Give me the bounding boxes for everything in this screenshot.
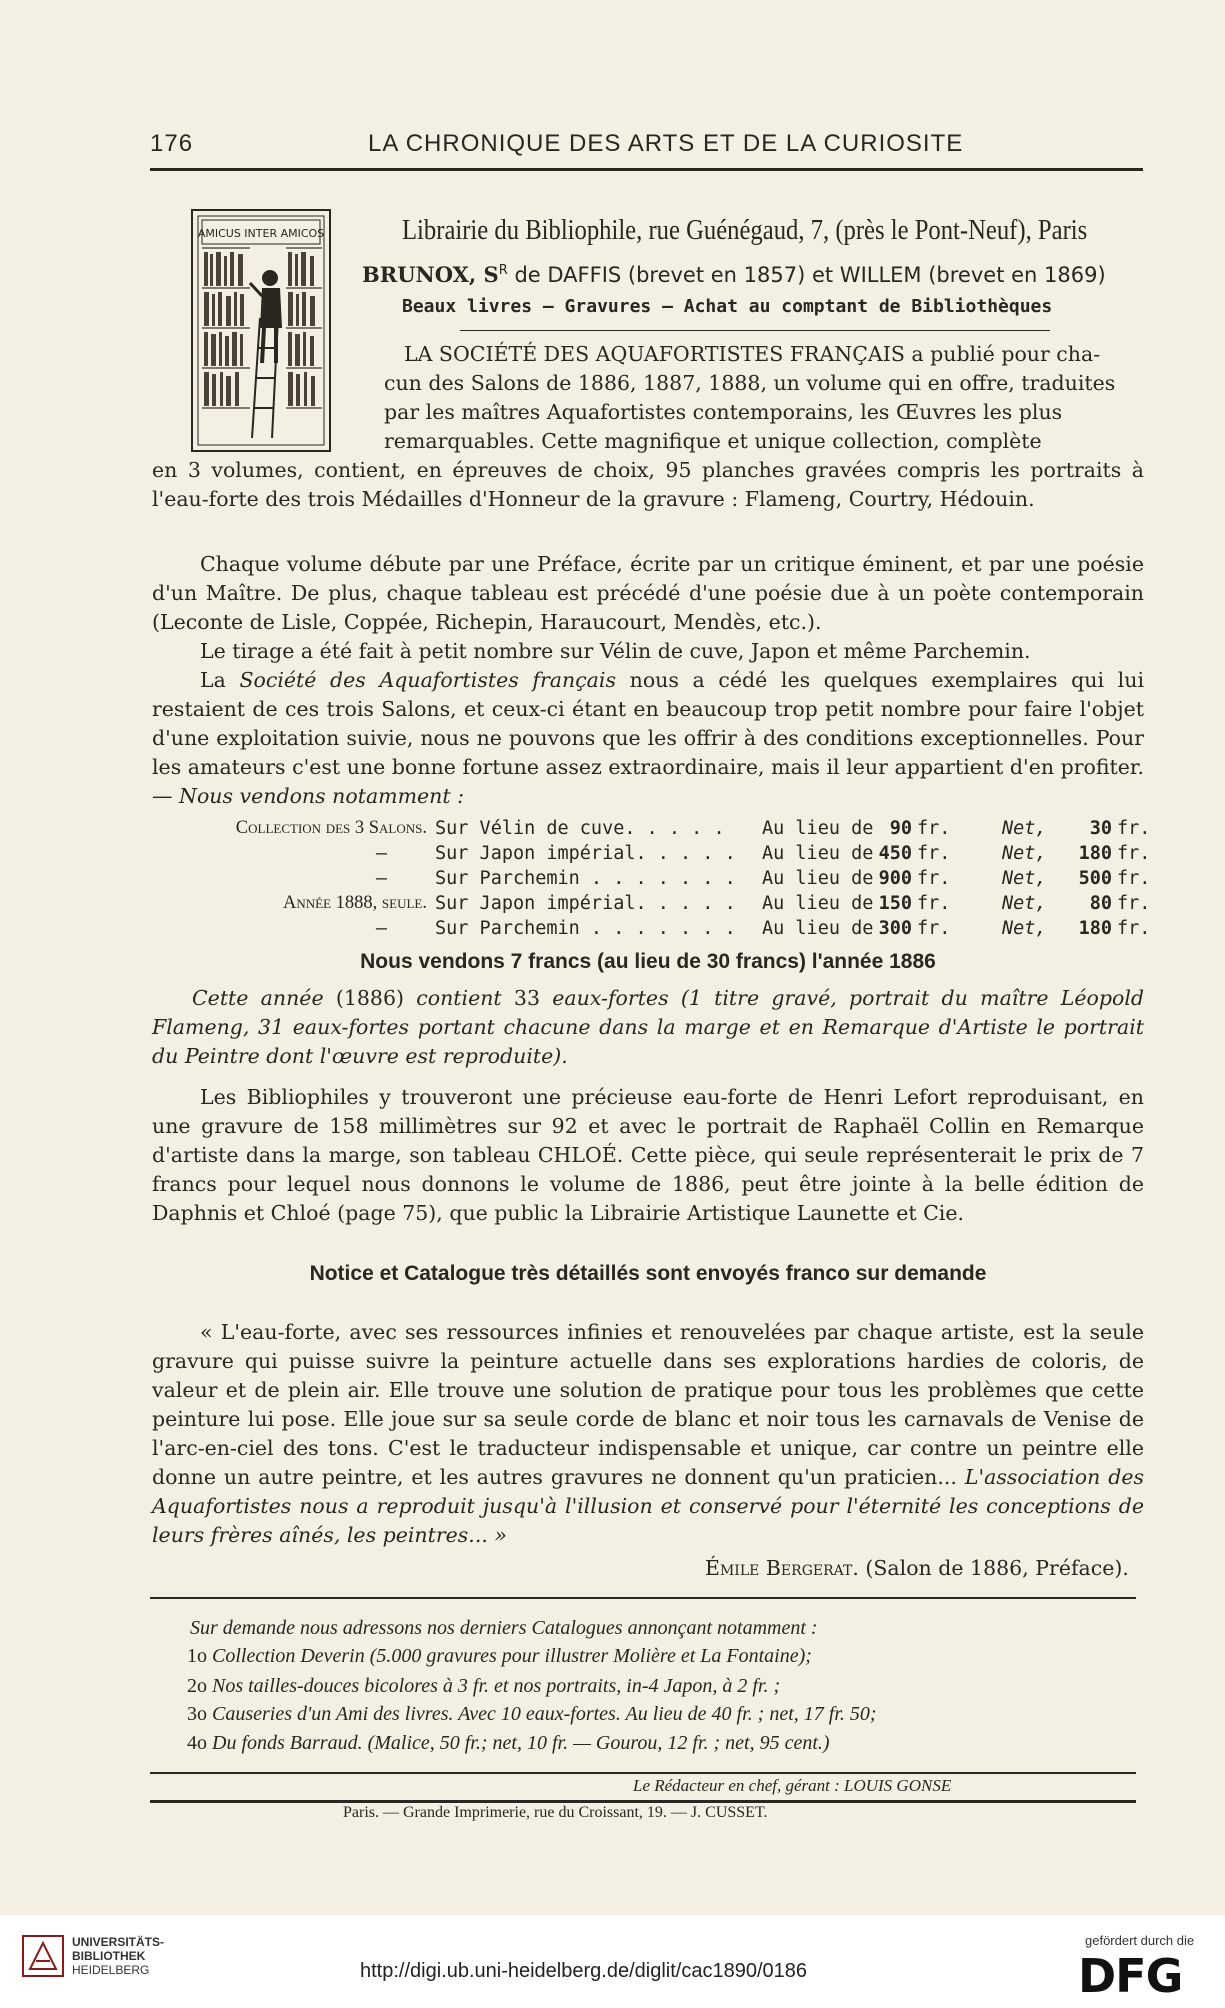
row-au-lieu: Au lieu de: [762, 868, 874, 889]
paragraph-4: [152, 666, 1144, 811]
offer-text: [152, 984, 1144, 1071]
row-item: Sur Parchemin . . . . . . .: [435, 868, 736, 889]
colophon-rule-top: [150, 1772, 1136, 1774]
page-title: LA CHRONIQUE DES ARTS ET DE LA CURIOSITE: [368, 130, 964, 157]
colophon-rule-bottom: [150, 1800, 1136, 1803]
p4-italic: Société des Aquafortistes français: [239, 668, 616, 692]
library-name: [72, 1935, 164, 1977]
paragraph-2: Chaque volume débute par une Préface, écrite par un critique éminent, et par une poésie d'un Maître. De plus, chaque tableau est précédé d'une poésie due à un poète contemporain (Leconte de Lisle, Coppée, Richepin, Haraucourt, Mendès, etc.).: [152, 552, 1144, 634]
offer-d: 33: [501, 986, 553, 1010]
quote-attribution: [705, 1556, 1129, 1580]
library-line-2: BIBLIOTHEK: [72, 1949, 146, 1963]
p4-a: La: [200, 668, 240, 692]
brunox-name: BRUNOX, S: [362, 262, 499, 287]
price-row: [152, 868, 1151, 894]
price-row: [152, 843, 1151, 869]
row-net: Net,: [1002, 843, 1047, 864]
quote-source: (Salon de 1886, Préface).: [865, 1556, 1129, 1580]
paragraph-1-rest: en 3 volumes, contient, en épreuves de choix, 95 planches gravées compris les portraits à l'eau-forte des trois Médailles d'Honneur de la gravure : Flameng, Courtry, Hédouin.: [152, 458, 1144, 511]
paragraph-1-wrap: [384, 340, 1144, 456]
dfg-logo: DFG: [1078, 1949, 1183, 2003]
catalogue-num: 4o: [187, 1732, 207, 1754]
row-net: Net,: [1002, 818, 1047, 839]
offer-c: contient: [416, 986, 502, 1010]
catalogue-text: Nos tailles-douces bicolores à 3 fr. et nos portraits, in-4 Japon, à 2 fr. ;: [212, 1675, 781, 1697]
quote-italic: L'association des Aquafortistes nous a reproduit jusqu'à l'illusion et conservé pour l'éternité les conceptions de leurs frères aînés, les peintres... »: [152, 1465, 1144, 1547]
offer-heading: Nous vendons 7 francs (au lieu de 30 francs) l'année 1886: [360, 950, 936, 973]
catalogue-num: 1o: [187, 1645, 207, 1667]
row-net-unit: fr.: [1117, 843, 1151, 864]
row-price: 90: [889, 818, 912, 839]
ad-rule: [460, 330, 1050, 331]
row-net-price: 180: [1078, 843, 1112, 864]
row-net-price: 80: [1089, 893, 1112, 914]
p1-line-1: LA SOCIÉTÉ DES AQUAFORTISTES FRANÇAIS a publié pour cha-: [404, 342, 1101, 366]
page-number: 176: [150, 130, 194, 157]
row-item: Sur Japon impérial. . . . .: [435, 893, 736, 914]
source-url[interactable]: http://digi.ub.uni-heidelberg.de/diglit/cac1890/0186: [360, 1960, 807, 1982]
catalogue-num: 2o: [187, 1675, 207, 1697]
row-unit: fr.: [917, 868, 951, 889]
row-unit: fr.: [917, 918, 951, 939]
paragraph-3: Le tirage a été fait à petit nombre sur Vélin de cuve, Japon et même Parchemin.: [200, 639, 1031, 663]
ex-libris-motto: AMICUS INTER AMICOS: [197, 227, 325, 240]
brunox-sup: R: [498, 263, 508, 278]
row-price: 450: [878, 843, 912, 864]
row-label: Année 1888, seule.: [283, 893, 427, 913]
price-row: [152, 818, 1151, 844]
colophon-printer: Paris. — Grande Imprimerie, rue du Croissant, 19. — J. CUSSET.: [343, 1804, 768, 1821]
catalogue-num: 3o: [187, 1703, 207, 1725]
row-net-price: 500: [1078, 868, 1112, 889]
row-net-price: 180: [1078, 918, 1112, 939]
p4-end: Nous vendons notamment :: [179, 784, 465, 808]
library-line-3: HEIDELBERG: [72, 1963, 150, 1977]
offer-a: Cette année: [192, 986, 324, 1010]
header-rule: [150, 168, 1143, 171]
digitization-footer: [0, 1915, 1225, 2008]
row-label: —: [375, 918, 387, 939]
row-net: Net,: [1002, 868, 1047, 889]
price-row: [152, 893, 1151, 919]
p1-line-2: cun des Salons de 1886, 1887, 1888, un volume qui en offre, traduites: [384, 371, 1116, 395]
row-unit: fr.: [917, 893, 951, 914]
row-au-lieu: Au lieu de: [762, 918, 874, 939]
brunox-rest: de DAFFIS (brevet en 1857) et WILLEM (brevet en 1869): [507, 263, 1106, 287]
catalogue-top-rule: [150, 1597, 1136, 1599]
catalogue-item: [187, 1675, 780, 1698]
row-price: 300: [878, 918, 912, 939]
library-line-1: UNIVERSITÄTS-: [72, 1935, 165, 1949]
offer-e: eaux-fortes (1 titre gravé, portrait du maître Léopold Flameng, 31 eaux-fortes portant chacune dans la marge et en Remarque d'Artiste le portrait du Peintre dont l'œuvre est reproduite).: [152, 986, 1145, 1068]
catalogue-item: [187, 1645, 812, 1668]
p1-line-4: remarquables. Cette magnifique et unique collection, complète: [384, 429, 1042, 453]
funder-caption: gefördert durch die: [1085, 1933, 1195, 1948]
row-label: —: [375, 868, 387, 889]
catalogue-text: Causeries d'un Ami des livres. Avec 10 eaux-fortes. Au lieu de 40 fr. ; net, 17 fr. 50;: [212, 1703, 877, 1725]
row-label: Collection des 3 Salons.: [235, 818, 427, 838]
offer-b: (1886): [323, 986, 417, 1010]
quote-text: « L'eau-forte, avec ses ressources infinies et renouvelées par chaque artiste, est la seule gravure qui puisse suivre la peinture actuelle dans ses explorations hardies de coloris, de valeur et de plein air. Elle trouve une solution de pratique pour tous les problèmes que cette peinture lui pose. Elle joue sur sa seule corde de blanc et noir tous les carnavals de Venise de l'arc-en-ciel des tons. C'est le traducteur indispensable et unique, car contre un peintre elle donne un autre peintre, et les autres gravures ne donnent qu'un praticien...: [152, 1320, 1144, 1489]
row-net: Net,: [1002, 918, 1047, 939]
row-au-lieu: Au lieu de: [762, 893, 874, 914]
ex-libris-illustration: [190, 208, 332, 453]
row-au-lieu: Au lieu de: [762, 843, 874, 864]
bergerat-quote: [152, 1318, 1144, 1550]
row-net-unit: fr.: [1117, 818, 1151, 839]
price-row: [152, 918, 1151, 944]
row-unit: fr.: [917, 843, 951, 864]
library-logo-icon: [22, 1935, 64, 1977]
row-price: 900: [878, 868, 912, 889]
tagline: Beaux livres — Gravures — Achat au comptant de Bibliothèques: [402, 296, 1053, 317]
row-net-unit: fr.: [1117, 868, 1151, 889]
quote-author: Émile Bergerat.: [705, 1556, 859, 1580]
catalogue-intro: Sur demande nous adressons nos derniers Catalogues annonçant notamment :: [190, 1617, 818, 1639]
row-unit: fr.: [917, 818, 951, 839]
row-net-unit: fr.: [1117, 918, 1151, 939]
row-net-unit: fr.: [1117, 893, 1151, 914]
row-item: Sur Japon impérial. . . . .: [435, 843, 736, 864]
librairie-heading: Librairie du Bibliophile, rue Guénégaud, 7, (près le Pont-Neuf), Paris: [402, 214, 1088, 246]
brunox-line: [362, 262, 1106, 287]
row-label: —: [375, 843, 387, 864]
catalogue-heading: Notice et Catalogue très détaillés sont envoyés franco sur demande: [309, 1262, 987, 1285]
row-net-price: 30: [1089, 818, 1112, 839]
catalogue-text: Du fonds Barraud. (Malice, 50 fr.; net, 10 fr. — Gourou, 12 fr. ; net, 95 cent.): [212, 1732, 830, 1754]
row-net: Net,: [1002, 893, 1047, 914]
colophon-editor: Le Rédacteur en chef, gérant : LOUIS GONSE: [633, 1776, 952, 1795]
p4-b: nous a cédé les quelques exemplaires qui lui restaient de ces trois Salons, et ceux-ci étant en beaucoup trop petit nombre pour faire l'objet d'une exploitation suivie, nous ne pouvons que les offrir à des conditions exceptionnelles. Pour les amateurs c'est une bonne fortune assez extraordinaire, mais il leur appartient d'en profiter. —: [152, 668, 1145, 808]
row-item: Sur Vélin de cuve. . . . .: [435, 818, 725, 839]
catalogue-text: Collection Deverin (5.000 gravures pour illustrer Molière et La Fontaine);: [212, 1645, 812, 1667]
row-price: 150: [878, 893, 912, 914]
catalogue-item: [187, 1732, 830, 1755]
paragraph-5: Les Bibliophiles y trouveront une précieuse eau-forte de Henri Lefort reproduisant, en une gravure de 158 millimètres sur 92 et avec le portrait de Raphaël Collin en Remarque d'artiste dans la marge, son tableau CHLOÉ. Cette pièce, qui seule représenterait le prix de 7 francs pour lequel nous donnons le volume de 1886, peut être jointe à la belle édition de Daphnis et Chloé (page 75), que public la Librairie Artistique Launette et Cie.: [152, 1085, 1144, 1225]
p1-line-3: par les maîtres Aquafortistes contemporains, les Œuvres les plus: [384, 400, 1063, 424]
catalogue-item: [187, 1703, 877, 1726]
row-item: Sur Parchemin . . . . . . .: [435, 918, 736, 939]
row-au-lieu: Au lieu de: [762, 818, 874, 839]
